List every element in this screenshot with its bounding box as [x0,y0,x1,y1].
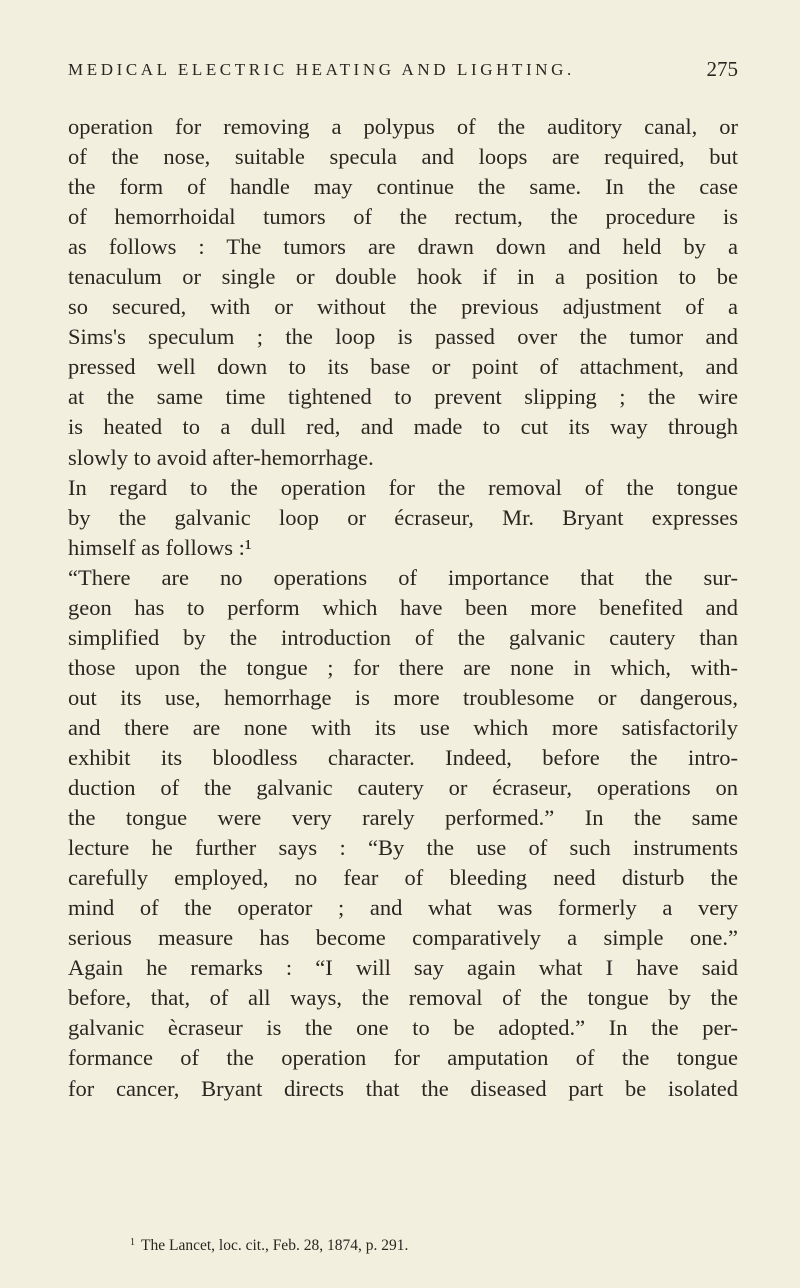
text-line: is heated to a dull red, and made to cut its way through [68,414,738,440]
text-line: and there are none with its use which more satisfactorily [68,714,738,740]
text-line: the form of handle may continue the same. In the case [68,174,738,200]
footnote-marker: 1 [130,1237,135,1248]
text-line: “There are no operations of importance that the sur- [68,564,738,590]
text-line: galvanic ècraseur is the one to be adopted.” In the per- [68,1015,738,1041]
body-text [68,112,738,1104]
text-line: himself as follows :¹ [68,534,252,560]
text-line: for cancer, Bryant directs that the diseased part be isolated [68,1075,738,1101]
text-line: before, that, of all ways, the removal of the tongue by the [68,985,738,1011]
footnote-text: The Lancet, loc. cit., Feb. 28, 1874, p. 291. [141,1237,409,1254]
text-line: mind of the operator ; and what was formerly a very [68,895,738,921]
text-line: lecture he further says : “By the use of such instruments [68,835,738,861]
page-number: 275 [706,57,738,81]
text-line: exhibit its bloodless character. Indeed, before the intro- [68,744,738,770]
text-line: duction of the galvanic cautery or écraseur, operations on [68,775,738,801]
text-line: geon has to perform which have been more benefited and [68,594,738,620]
text-line: slowly to avoid after-hemorrhage. [68,444,374,470]
text-line: carefully employed, no fear of bleeding need disturb the [68,865,738,891]
text-line: formance of the operation for amputation of the tongue [68,1045,738,1071]
text-line: tenaculum or single or double hook if in a position to be [68,264,738,290]
running-head-title: MEDICAL ELECTRIC HEATING AND LIGHTING. [68,60,575,79]
text-line: In regard to the operation for the removal of the tongue [68,474,738,500]
text-line: simplified by the introduction of the galvanic cautery than [68,624,738,650]
text-line: out its use, hemorrhage is more troublesome or dangerous, [68,684,738,710]
text-line: serious measure has become comparatively a simple one.” [68,925,738,951]
text-line: Again he remarks : “I will say again what I have said [68,955,738,981]
text-line: so secured, with or without the previous adjustment of a [68,294,738,320]
text-line: those upon the tongue ; for there are none in which, with- [68,654,738,680]
text-line: at the same time tightened to prevent slipping ; the wire [68,384,738,410]
text-line: pressed well down to its base or point of attachment, and [68,354,738,380]
text-line: as follows : The tumors are drawn down and held by a [68,234,738,260]
text-line: by the galvanic loop or écraseur, Mr. Bryant expresses [68,504,738,530]
text-line: of hemorrhoidal tumors of the rectum, the procedure is [68,204,738,230]
text-line: the tongue were very rarely performed.” In the same [68,805,738,831]
text-line: of the nose, suitable specula and loops are required, but [68,144,738,170]
footnote [130,1237,408,1255]
text-line: operation for removing a polypus of the auditory canal, or [68,114,738,139]
text-line: Sims's speculum ; the loop is passed over the tumor and [68,324,738,350]
